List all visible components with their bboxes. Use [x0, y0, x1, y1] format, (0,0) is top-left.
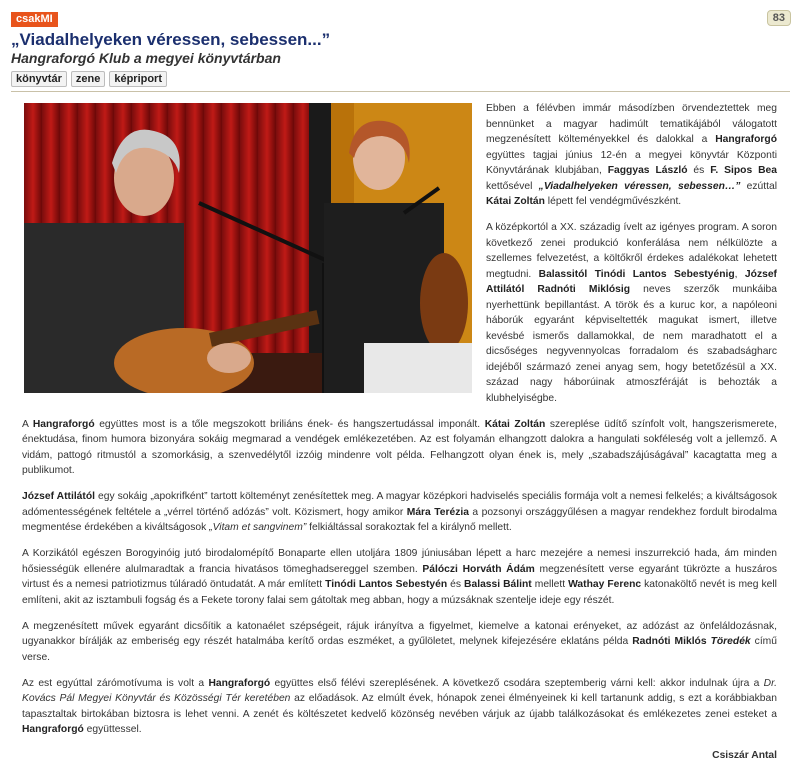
tag-konyvtar[interactable]: könyvtár	[11, 71, 67, 87]
text-segment: Radnóti Miklós	[632, 636, 707, 647]
text-segment: mellett	[531, 579, 569, 590]
text-segment: a pozsonyi országgyűlésen a magyar rendekhez fordult birodalma megmentése érdekében a kiváltságosok	[22, 506, 778, 533]
text-segment: együttessel.	[83, 724, 142, 735]
text-segment: katonaköltő nevét is meg kell említeni, akit az isztambuli fogság és a Fekete torony falai sem gátoltak meg abban, hogy a múzsáknak szentelje ideje egy részét.	[22, 579, 777, 606]
text-segment: Hangraforgó	[715, 134, 777, 145]
text-segment: felkiáltással sorakoztak fel a királynő mellett.	[306, 522, 512, 533]
text-segment: Ebben a félévben immár másodízben örvendeztettek meg bennünket a magyar hadimúlt tematikájából válogatott megzenésített költeményekkel és dalokkal a	[486, 103, 777, 145]
paragraph-4	[22, 489, 777, 536]
text-segment: Kátai Zoltán	[486, 196, 545, 207]
text-segment: Kátai Zoltán	[484, 418, 546, 430]
text-segment: József Attilától Radnóti Miklósig	[486, 268, 777, 295]
text-segment: megzenésített verse egyaránt tükrözte a huszáros virtust és a nemesi patriotizmus túláradó öntudatát. A már említett	[22, 563, 777, 590]
text-segment: A Korzikától egészen Borogyinóig jutó birodalomépítő Bonaparte ellen utoljára 1809 júniusában lépett a harc mezejére a nemesi inszurrekció hada, ám minden hősiességük ellenére alulmaradtak a francia hivatásos tömeghadsereggel szemben.	[22, 548, 777, 575]
text-segment: „Viadalhelyeken véressen, sebessen…”	[538, 180, 741, 192]
text-segment: Hangraforgó	[22, 724, 84, 735]
text-segment: Balassitól Tinódi Lantos Sebestyénig	[538, 268, 735, 280]
text-segment: című verse.	[22, 636, 777, 663]
header-divider	[11, 91, 790, 92]
tag-kepriport[interactable]: képriport	[109, 71, 167, 87]
text-segment: A	[22, 418, 33, 430]
text-segment: együttes tagjai június 12-én a megyei könyvtár Központi Könyvtárának klubjában,	[486, 149, 777, 176]
text-segment: F. Sipos Bea	[710, 165, 777, 176]
article-subtitle: Hangraforgó Klub a megyei könyvtárban	[11, 50, 281, 66]
author-signature: Csiszár Antal	[712, 750, 777, 761]
text-segment: szereplése üdítő színfolt volt, hangszerismerete, énektudása, finom humora bizonyára sokáig megmarad a vendégek emlékezetében. Az est folyamán elhangzott dalokra a hangulati sokféleség volt a jellemző. A vidám, pattogó ritmustól a szomorkásig, a szenvedélytől izzóig mindenre volt példa. Felhangzott olyan ének is, mely „szabadszájúságával” kacagtatta meg a publikumot.	[22, 418, 777, 476]
tag-zene[interactable]: zene	[71, 71, 105, 87]
text-segment: Wathay Ferenc	[568, 579, 642, 590]
text-segment: Faggyas László	[607, 165, 688, 176]
text-segment: Az est egyúttal zárómotívuma is volt a	[22, 677, 209, 689]
page-number-badge: 83	[767, 10, 791, 26]
text-segment: egy sokáig „apokrifként” tartott költeményt zenésítettek meg. A magyar középkori hadviselés speciális formája volt a nemesi felkelés; a kiváltságosok adómentességének feltétele a „vérrel történő adózás” volt. Közismert, hogy amikor	[22, 491, 777, 518]
article-body	[22, 101, 777, 764]
text-segment: ezúttal	[740, 180, 777, 192]
text-segment: ,	[734, 268, 745, 280]
text-segment: A megzenésített művek egyaránt dicsőítik a katonaélet szépségeit, rájuk irányítva a figyelmet, kiemelve a katonai erényeket, az adózást az önfeláldozásnak, ugyanakkor bírálják az emberiség egy részét hatalmába kerítő ordas eszméket, a gyűlöletet, melynek kifejezésére eklatáns példa	[22, 620, 777, 647]
paragraph-6	[22, 619, 777, 666]
text-segment: Töredék	[710, 636, 751, 647]
text-segment: Tinódi Lantos Sebestyén	[325, 579, 448, 590]
paragraph-7	[22, 676, 777, 738]
tag-list	[11, 71, 167, 87]
paragraph-3	[22, 417, 777, 479]
text-segment: kettősével	[486, 180, 539, 192]
text-segment: és	[687, 165, 711, 176]
text-segment: „Vitam et sangvinem”	[209, 522, 307, 533]
text-segment: Hangraforgó	[32, 418, 95, 430]
text-segment: Pálóczi Horváth Ádám	[422, 563, 535, 575]
text-segment: együttes első félévi szereplésének. A következő csodára szeptemberig várni kell: akkor indulnak újra a	[270, 677, 764, 689]
text-segment: József Attilától	[22, 491, 95, 502]
text-segment: lépett fel vendégművészként.	[544, 196, 682, 207]
text-segment: az előadások. Az elmúlt évek, hónapok zenei élményeinek ki kell tartanunk addig, s ezt a korábbiakban tapasztaltak birtokában biztosra is lehet venni. A zenét és költészetet kedvelő közönség nevében várjuk az újabb találkozásokat és emlékezetes zenei esteket a	[22, 693, 777, 720]
article-title: „Viadalhelyeken véressen, sebessen...”	[11, 30, 331, 49]
text-segment: neves szerzők munkáiba nyerhettünk bepillantást. A török és a kuruc kor, a napóleoni háborúk egyaránt képviseltették magukat ismert, illetve kevésbé ismerős dallamokkal, de nem maradhatott el a dicsőséges negyvennyolcas forradalom és szabadságharc idejéből származó zenei anyag sem, hogy betetőzésül a XX. század nagy háborúinak atmoszféráját is behozták a klubhelyiségbe.	[486, 284, 777, 404]
paragraph-5	[22, 546, 777, 608]
text-segment: Mára Terézia	[406, 506, 469, 518]
text-segment: Balassi Bálint	[464, 579, 532, 590]
text-segment: Dr. Kovács Pál Megyei Könyvtár és Közösségi Tér keretében	[22, 677, 777, 704]
text-segment: és	[447, 579, 465, 590]
text-segment: A középkortól a XX. századig ívelt az igényes program. A soron következő zenei produkció konferálása nem nélkülözte a szellemes felvezetést, a költőkről érdekes adalékokat lehetett megtudni.	[486, 222, 777, 280]
section-badge[interactable]: csakMI	[11, 12, 58, 27]
text-segment: együttes most is a tőle megszokott briliáns ének- és hangszertudással imponált.	[94, 418, 485, 430]
text-segment: Hangraforgó	[208, 677, 271, 689]
concert-photo	[24, 103, 472, 393]
